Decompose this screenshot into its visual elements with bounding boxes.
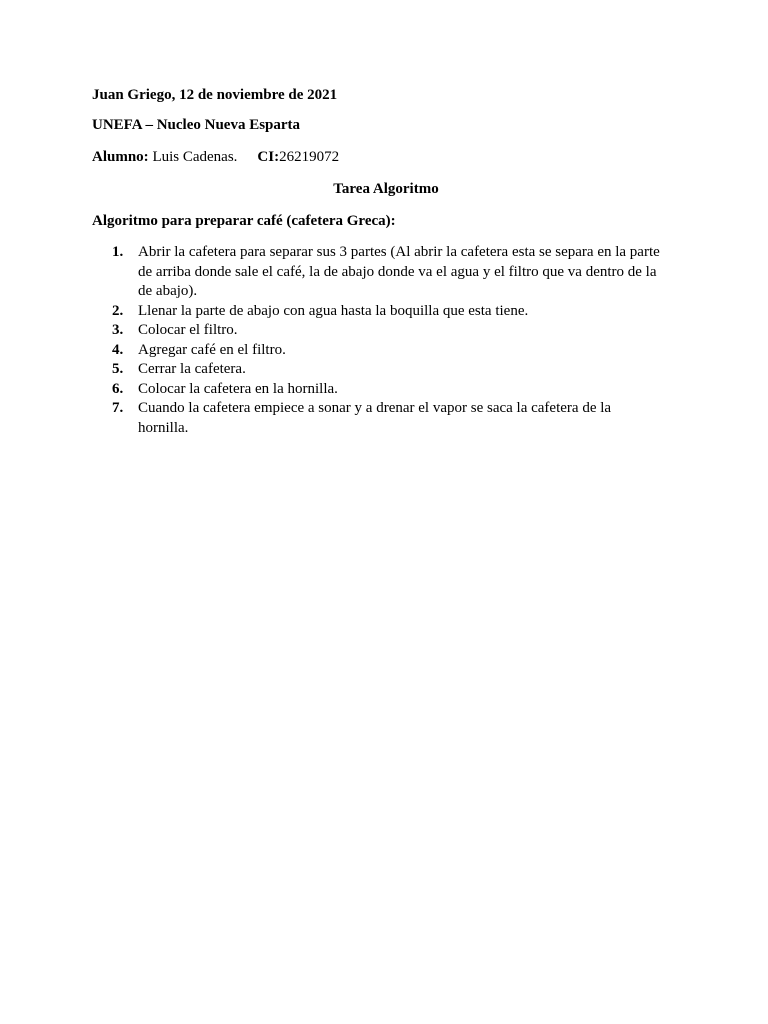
list-item — [92, 321, 692, 341]
step-text-line: Agregar café en el filtro. — [138, 341, 286, 358]
institution: UNEFA – Nucleo Nueva Esparta — [92, 117, 301, 133]
step-text-line: Colocar el filtro. — [138, 322, 238, 338]
list-item — [92, 360, 692, 380]
step-text-line: Llenar la parte de abajo con agua hasta la boquilla que esta tiene. — [138, 302, 529, 319]
student-name: Luis Cadenas. — [152, 149, 238, 165]
list-item — [92, 302, 692, 322]
step-number: 2. — [112, 302, 124, 319]
list-item — [92, 243, 692, 302]
step-text-line: hornilla. — [138, 419, 189, 436]
assignment-title: Tarea Algoritmo — [333, 181, 439, 197]
step-text-line: de arriba donde sale el café, la de abajo donde va el agua y el filtro que va dentro de la — [138, 263, 657, 280]
step-number: 7. — [112, 400, 124, 416]
step-text-line: Cerrar la cafetera. — [138, 361, 246, 377]
steps-list — [92, 243, 692, 438]
step-number: 4. — [112, 341, 124, 358]
list-item — [92, 399, 692, 438]
step-number: 6. — [112, 380, 124, 397]
step-text-line: Colocar la cafetera en la hornilla. — [138, 380, 338, 397]
list-item — [92, 380, 692, 400]
student-info — [92, 148, 339, 167]
list-item — [92, 341, 692, 361]
algorithm-title: Algoritmo para preparar café (cafetera Greca): — [92, 213, 396, 229]
step-number: 1. — [112, 244, 124, 260]
step-number: 5. — [112, 361, 124, 377]
step-number: 3. — [112, 322, 124, 338]
ci-label: CI: — [257, 149, 280, 165]
student-label: Alumno: — [92, 149, 149, 165]
step-text-line: Abrir la cafetera para separar sus 3 partes (Al abrir la cafetera esta se separa en la parte — [138, 244, 660, 260]
place-date: Juan Griego, 12 de noviembre de 2021 — [92, 87, 338, 103]
ci-value: 26219072 — [279, 149, 340, 165]
step-text-line: de abajo). — [138, 283, 198, 299]
step-text-line: Cuando la cafetera empiece a sonar y a drenar el vapor se saca la cafetera de la — [138, 400, 612, 416]
